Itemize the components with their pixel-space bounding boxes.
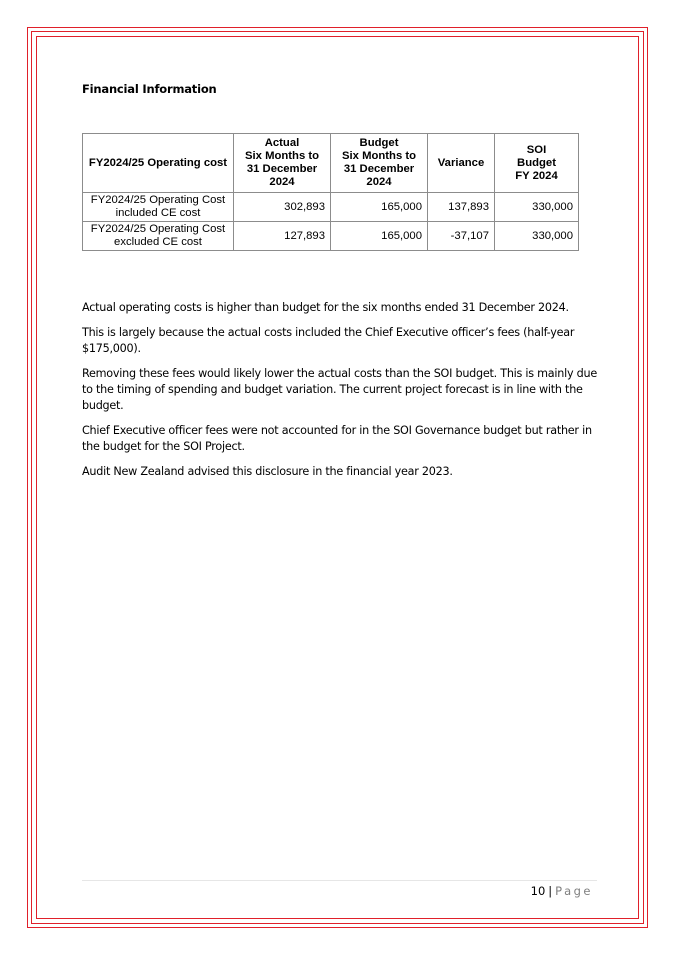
row-label-line: included CE cost (115, 207, 201, 219)
header-line: 31 December (246, 163, 318, 175)
financial-table (82, 133, 579, 251)
row-label (83, 222, 234, 251)
cell-actual: 302,893 (234, 193, 331, 222)
paragraph: Removing these fees would likely lower the actual costs than the SOI budget. This is mainly due to the timing of spending and budget variation. The current project forecast is in line with the budget. (82, 367, 597, 412)
table-row (83, 193, 579, 222)
table-header-row (83, 134, 579, 193)
paragraph: Chief Executive officer fees were not accounted for in the SOI Governance budget but rather in the budget for the SOI Project. (82, 424, 592, 453)
header-budget (331, 134, 428, 193)
paragraph: This is largely because the actual costs included the Chief Executive officer’s fees (half-year $175,000). (82, 326, 575, 355)
header-line: SOI (526, 143, 547, 156)
header-line: Budget (517, 156, 556, 169)
row-label (83, 193, 234, 222)
header-line: 2024 (366, 176, 392, 188)
row-label-line: excluded CE cost (114, 236, 202, 248)
cell-soi-budget: 330,000 (495, 193, 579, 222)
paragraph: Actual operating costs is higher than budget for the six months ended 31 December 2024. (82, 301, 569, 314)
cell-soi-budget: 330,000 (495, 222, 579, 251)
section-heading: Financial Information (82, 82, 217, 96)
header-soi-budget (495, 134, 579, 193)
footer-divider (82, 880, 597, 881)
cell-actual: 127,893 (234, 222, 331, 251)
cell-budget: 165,000 (331, 222, 428, 251)
header-line: Six Months to (341, 150, 417, 162)
header-line: 2024 (269, 176, 295, 188)
cell-variance: 137,893 (428, 193, 495, 222)
row-label-line: FY2024/25 Operating Cost (90, 223, 226, 235)
header-operating-cost: FY2024/25 Operating cost (83, 134, 234, 193)
body-text (82, 300, 602, 489)
header-line: Budget (359, 137, 399, 149)
page-number-separator: | (548, 884, 553, 898)
paragraph: Audit New Zealand advised this disclosure in the financial year 2023. (82, 465, 453, 478)
row-label-line: FY2024/25 Operating Cost (90, 194, 226, 206)
header-line: Six Months to (244, 150, 320, 162)
table-row (83, 222, 579, 251)
header-line: Actual (264, 137, 300, 149)
header-variance: Variance (428, 134, 495, 193)
cell-variance: -37,107 (428, 222, 495, 251)
header-line: 31 December (343, 163, 415, 175)
page-number (531, 884, 593, 898)
page-number-value: 10 (530, 884, 546, 898)
header-actual (234, 134, 331, 193)
page-label: Page (555, 884, 593, 898)
header-line: FY 2024 (515, 169, 558, 182)
cell-budget: 165,000 (331, 193, 428, 222)
